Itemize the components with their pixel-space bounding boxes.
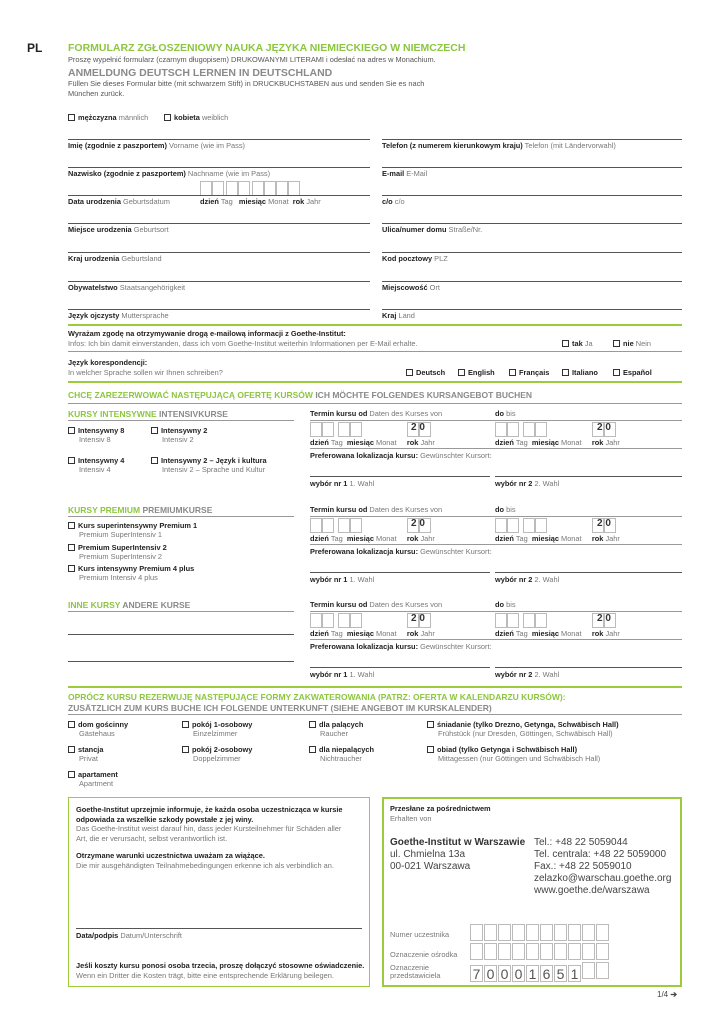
course-intensive-2[interactable]: Intensywny 2 Intensiv 2 (151, 426, 207, 444)
course-premium-4[interactable]: Kurs intensywny Premium 4 plus Premium Intensiv 4 plus (68, 564, 194, 582)
agent-address: ul. Chmielna 13a 00-021 Warszawa (390, 849, 471, 872)
rep-digit: 6 (540, 965, 553, 982)
term-to-year-1: 2 0 (597, 518, 611, 529)
term-location-label-1: Preferowana lokalizacja kursu: Gewünschter Kursort: (310, 547, 492, 556)
term-choice2-1[interactable]: wybór nr 2 2. Wahl (495, 575, 560, 584)
lang-italiano[interactable]: Italiano (562, 368, 598, 377)
agent-org: Goethe-Institut w Warszawie (390, 837, 526, 848)
term-choice1-1[interactable]: wybór nr 1 1. Wahl (310, 575, 375, 584)
birthdate-field: Data urodzenia Geburtsdatum (68, 197, 170, 206)
participant-number-label: Numer uczestnika (390, 930, 450, 939)
agent-contact: Tel.: +48 22 5059044 Tel. centrala: +48 22 5059000 Fax.: +48 22 5059010 zelazko@warschau.goethe.org www.goethe.de/warszawa (534, 837, 672, 896)
meal-lunch[interactable]: obiad (tylko Getynga i Schwäbisch Hall) Mittagessen (nur Göttingen und Schwäbisch Hall) (427, 745, 600, 763)
rep-digit: 7 (470, 965, 483, 982)
postcode-field[interactable]: Kod pocztowy PLZ (382, 254, 448, 263)
subtitle-pl: Proszę wypełnić formularz (czarnym długopisem) DRUKOWANYMI LITERAMI i odesłać na adres w Monachium. (68, 55, 436, 64)
correspondence-label: Język korespondencji: (68, 358, 148, 367)
term-from-label-2: Termin kursu od Daten des Kurses von (310, 600, 443, 609)
term-to-parts-1: dzień Tag miesiąc Monat rok Jahr (495, 534, 620, 543)
subtitle-de-1: Füllen Sie dieses Formular bitte (mit schwarzem Stift) in DRUCKBUCHSTABEN aus und senden Sie es nach (68, 79, 425, 88)
correspondence-sub: In welcher Sprache sollen wir Ihnen schreiben? (68, 368, 223, 377)
term-choice1-2[interactable]: wybór nr 1 1. Wahl (310, 670, 375, 679)
rep-digits (470, 962, 610, 982)
rep-digit: 5 (554, 965, 567, 982)
citizenship-field[interactable]: Obywatelstwo Staatsangehörigkeit (68, 283, 186, 292)
accom-private[interactable]: stancja Privat (68, 745, 103, 763)
offer-heading: CHCĘ ZAREZERWOWAĆ NASTĘPUJĄCĄ OFERTĘ KURSÓW ICH MÖCHTE FOLGENDES KURSANGEBOT BUCHEN (68, 390, 533, 400)
gender-female[interactable]: kobieta weiblich (164, 113, 228, 122)
center-label: Oznaczenie ośrodka (390, 950, 458, 959)
course-premium-1[interactable]: Kurs superintensywny Premium 1 Premium SuperIntensiv 1 (68, 521, 197, 539)
page-number: 1/4 ➔ (657, 990, 678, 999)
consent-yes-checkbox[interactable] (562, 340, 569, 347)
intensive-heading: KURSY INTENSYWNE INTENSIVKURSE (68, 409, 228, 419)
consent-text-de: Infos: Ich bin damit einverstanden, dass ich vom Goethe-Institut weiterhin Informationen per E-Mail erhalte. (68, 339, 418, 348)
lang-english[interactable]: English (458, 368, 495, 377)
birthplace-field[interactable]: Miejsce urodzenia Geburtsort (68, 225, 169, 234)
signature-field[interactable]: Data/podpis Datum/Unterschrift (76, 931, 182, 940)
course-intensive-4[interactable]: Intensywny 4 Intensiv 4 (68, 456, 124, 474)
course-premium-2[interactable]: Premium SuperIntensiv 2 Premium SuperIntensiv 2 (68, 543, 167, 561)
term-choice2-2[interactable]: wybór nr 2 2. Wahl (495, 670, 560, 679)
term-to-label-2: do bis (495, 600, 516, 609)
accom-heading-pl: OPRÓCZ KURSU REZERWUJĘ NASTĘPUJĄCE FORMY ZAKWATEROWANIA (PATRZ: OFERTA W KALENDARZU KURSÓW): (68, 692, 566, 702)
term-to-parts-0: dzień Tag miesiąc Monat rok Jahr (495, 438, 620, 447)
term-choice1-0[interactable]: wybór nr 1 1. Wahl (310, 479, 375, 488)
phone-field[interactable]: Telefon (z numerem kierunkowym kraju) Telefon (mit Ländervorwahl) (382, 141, 616, 150)
title-de: ANMELDUNG DEUTSCH LERNEN IN DEUTSCHLAND (68, 67, 333, 79)
mother-tongue-field[interactable]: Język ojczysty Muttersprache (68, 311, 169, 320)
male-checkbox[interactable] (68, 114, 75, 121)
legal-conditions: Otrzymane warunki uczestnictwa uważam za wiążące. Die mir ausgehändigten Teilnahmebedingungen erkenne ich als verbindlich an. (76, 851, 334, 870)
term-location-label-2: Preferowana lokalizacja kursu: Gewünschter Kursort: (310, 642, 492, 651)
accom-apartment[interactable]: apartament Apartment (68, 770, 118, 788)
term-from-parts-1: dzień Tag miesiąc Monat rok Jahr (310, 534, 435, 543)
premium-heading: KURSY PREMIUM PREMIUMKURSE (68, 505, 213, 515)
term-to-label-1: do bis (495, 505, 516, 514)
birthdate-parts: dzień Tag miesiąc Monat rok Jahr (200, 197, 321, 206)
rep-digit: 0 (484, 965, 497, 982)
room-smoker[interactable]: dla palących Raucher (309, 720, 363, 738)
street-field[interactable]: Ulica/numer domu Straße/Nr. (382, 225, 483, 234)
term-from-label-1: Termin kursu od Daten des Kurses von (310, 505, 443, 514)
rep-digit: 1 (568, 965, 581, 982)
rep-digit: 0 (512, 965, 525, 982)
participant-number-boxes[interactable] (470, 924, 610, 943)
term-from-parts-0: dzień Tag miesiąc Monat rok Jahr (310, 438, 435, 447)
rep-digit: 1 (526, 965, 539, 982)
agent-label: Przesłane za pośrednictwem Erhalten von (390, 804, 491, 823)
country-field[interactable]: Kraj Land (382, 311, 415, 320)
legal-third-party: Jeśli koszty kursu ponosi osoba trzecia, proszę dołączyć stosowne oświadczenie. Wenn ein Dritter die Kosten trägt, bitte eine entsprechende Erklärung beilegen. (76, 961, 365, 980)
city-field[interactable]: Miejscowość Ort (382, 283, 440, 292)
term-location-label-0: Preferowana lokalizacja kursu: Gewünschter Kursort: (310, 451, 492, 460)
consent-no-checkbox[interactable] (613, 340, 620, 347)
other-heading: INNE KURSY ANDERE KURSE (68, 600, 191, 610)
last-name-field[interactable]: Nazwisko (zgodnie z paszportem) Nachname (wie im Pass) (68, 169, 271, 178)
title-pl: FORMULARZ ZGŁOSZENIOWY NAUKA JĘZYKA NIEMIECKIEGO W NIEMCZECH (68, 42, 466, 54)
room-double[interactable]: pokój 2-osobowy Doppelzimmer (182, 745, 252, 763)
birth-country-field[interactable]: Kraj urodzenia Geburtsland (68, 254, 162, 263)
center-boxes[interactable] (470, 943, 610, 962)
birthdate-boxes[interactable] (200, 181, 300, 196)
term-choice2-0[interactable]: wybór nr 2 2. Wahl (495, 479, 560, 488)
term-to-year-0: 2 0 (597, 422, 611, 433)
female-checkbox[interactable] (164, 114, 171, 121)
meal-breakfast[interactable]: śniadanie (tylko Drezno, Getynga, Schwäbisch Hall) Frühstück (nur Dresden, Göttingen, Schwäbisch Hall) (427, 720, 619, 738)
term-from-parts-2: dzień Tag miesiąc Monat rok Jahr (310, 629, 435, 638)
accom-guesthouse[interactable]: dom gościnny Gästehaus (68, 720, 128, 738)
lang-deutsch[interactable]: Deutsch (406, 368, 445, 377)
first-name-field[interactable]: Imię (zgodnie z paszportem) Vorname (wie im Pass) (68, 141, 246, 150)
accom-heading-de: ZUSÄTZLICH ZUM KURS BUCHE ICH FOLGENDE UNTERKUNFT (SIEHE ANGEBOT IM KURSKALENDER) (68, 703, 492, 713)
term-from-year-1: 2 0 (411, 518, 425, 529)
gender-male[interactable]: mężczyzna männlich (68, 113, 148, 122)
legal-liability: Goethe-Institut uprzejmie informuje, że każda osoba uczestnicząca w kursie odpowiada za wszelkie szkody powstałe z jej winy. Das Goethe-Institut weist darauf hin, dass jeder Kursteilnehmer für Schäden aller Art, die er verursacht, selbst verantwortlich ist. (76, 805, 343, 843)
rep-digit-empty (582, 962, 595, 979)
rep-label: Oznaczenie przedstawiciela (390, 963, 441, 980)
term-from-year-0: 2 0 (411, 422, 425, 433)
rep-digit: 0 (498, 965, 511, 982)
term-to-parts-2: dzień Tag miesiąc Monat rok Jahr (495, 629, 620, 638)
co-field[interactable]: c/o c/o (382, 197, 405, 206)
arrow-right-icon: ➔ (670, 990, 678, 999)
term-from-year-2: 2 0 (411, 613, 425, 624)
email-field[interactable]: E-mail E-Mail (382, 169, 428, 178)
room-nonsmoker[interactable]: dla niepalących Nichtraucher (309, 745, 374, 763)
consent-text-pl: Wyrażam zgodę na otrzymywanie drogą e-mailową informacji z Goethe-Institut: (68, 329, 346, 338)
term-from-label-0: Termin kursu od Daten des Kurses von (310, 409, 443, 418)
subtitle-de-2: München zurück. (68, 89, 125, 98)
consent-no[interactable]: nie Nein (613, 339, 651, 348)
term-to-label-0: do bis (495, 409, 516, 418)
course-intensive-8[interactable]: Intensywny 8 Intensiv 8 (68, 426, 124, 444)
term-to-year-2: 2 0 (597, 613, 611, 624)
course-intensive-2-culture[interactable]: Intensywny 2 – Język i kultura Intensiv 2 – Sprache und Kultur (151, 456, 267, 474)
room-single[interactable]: pokój 1-osobowy Einzelzimmer (182, 720, 252, 738)
language-code: PL (27, 41, 43, 55)
lang-francais[interactable]: Français (509, 368, 549, 377)
consent-yes[interactable]: tak Ja (562, 339, 593, 348)
rep-digit-empty (596, 962, 609, 979)
lang-espanol[interactable]: Español (613, 368, 652, 377)
